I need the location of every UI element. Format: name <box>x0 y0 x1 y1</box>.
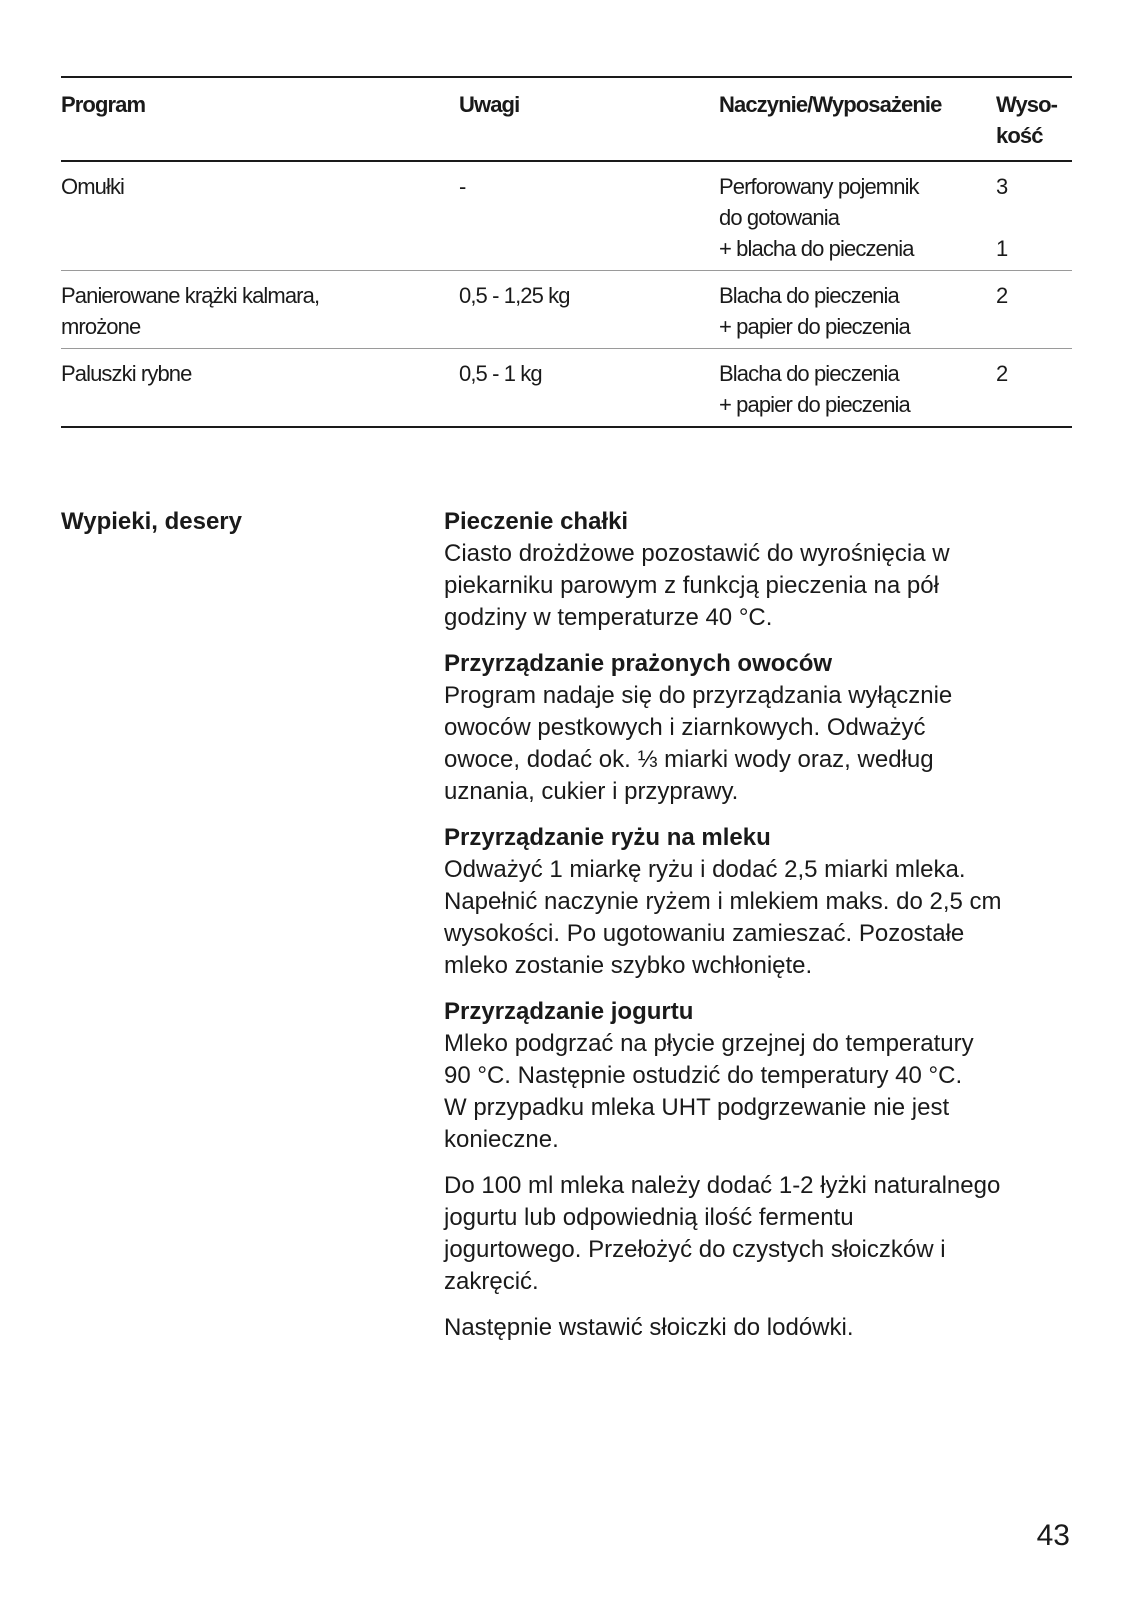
block-line: konieczne. <box>444 1126 559 1153</box>
block-title: Przyrządzanie jogurtu <box>444 998 694 1025</box>
page-number: 43 <box>1036 1519 1070 1552</box>
block-line: Odważyć 1 miarkę ryżu i dodać 2,5 miarki mleka. <box>444 856 966 883</box>
block-line: wysokości. Po ugotowaniu zamieszać. Pozostałe <box>444 920 965 947</box>
header-height-line2: kość <box>996 123 1043 148</box>
cell-notes <box>459 171 719 264</box>
instruction-paragraph <box>444 1312 1084 1344</box>
instruction-block <box>444 996 1084 1156</box>
equipment-line: Blacha do pieczenia <box>719 361 899 386</box>
block-line: Następnie wstawić słoiczki do lodówki. <box>444 1314 854 1341</box>
block-line: Napełnić naczynie ryżem i mlekiem maks. do 2,5 cm <box>444 888 1002 915</box>
table-row <box>61 271 1072 348</box>
block-line: uznania, cukier i przyprawy. <box>444 778 739 805</box>
block-line: Ciasto drożdżowe pozostawić do wyrośnięcia w <box>444 540 950 567</box>
cell-height <box>996 358 1072 420</box>
height-spacer <box>996 202 1072 233</box>
block-title: Pieczenie chałki <box>444 508 629 535</box>
height-value: 1 <box>996 236 1008 261</box>
equipment-line: + papier do pieczenia <box>719 392 910 417</box>
notes-text: - <box>459 174 466 199</box>
equipment-line: + blacha do pieczenia <box>719 236 914 261</box>
block-line: piekarniku parowym z funkcją pieczenia na pół <box>444 572 939 599</box>
cell-program <box>61 171 459 264</box>
equipment-line: Blacha do pieczenia <box>719 283 899 308</box>
height-value: 2 <box>996 283 1008 308</box>
header-notes: Uwagi <box>459 92 520 117</box>
block-line: 90 °C. Następnie ostudzić do temperatury 40 °C. <box>444 1062 963 1089</box>
equipment-line: do gotowania <box>719 205 840 230</box>
cell-notes <box>459 358 719 420</box>
block-line: Do 100 ml mleka należy dodać 1-2 łyżki naturalnego <box>444 1172 1001 1199</box>
block-line: godziny w temperaturze 40 °C. <box>444 604 773 631</box>
cell-notes <box>459 280 719 342</box>
cell-program <box>61 280 459 342</box>
block-title: Przyrządzanie prażonych owoców <box>444 650 833 677</box>
notes-text: 0,5 - 1,25 kg <box>459 283 570 308</box>
table-row <box>61 349 1072 426</box>
header-equipment: Naczynie/Wyposażenie <box>719 92 942 117</box>
header-program: Program <box>61 92 146 117</box>
block-line: zakręcić. <box>444 1268 539 1295</box>
block-line: owoce, dodać ok. ⅓ miarki wody oraz, według <box>444 746 934 773</box>
section-heading: Wypieki, desery <box>61 508 242 535</box>
block-line: jogurtowego. Przełożyć do czystych słoiczków i <box>444 1236 946 1263</box>
program-name: Panierowane krążki kalmara, <box>61 283 320 308</box>
program-name: Paluszki rybne <box>61 361 192 386</box>
block-line: Mleko podgrzać na płycie grzejnej do temperatury <box>444 1030 974 1057</box>
instruction-block <box>444 822 1084 982</box>
cell-program <box>61 358 459 420</box>
block-line: mleko zostanie szybko wchłonięte. <box>444 952 813 979</box>
program-name: mrożone <box>61 314 141 339</box>
header-height <box>996 89 1072 151</box>
cell-equipment <box>719 171 996 264</box>
program-name: Omułki <box>61 174 125 199</box>
equipment-line: Perforowany pojemnik <box>719 174 919 199</box>
cell-equipment <box>719 358 996 420</box>
cell-height <box>996 280 1072 342</box>
table-bottom-rule <box>61 426 1072 428</box>
instruction-block <box>444 506 1084 634</box>
block-line: Program nadaje się do przyrządzania wyłącznie <box>444 682 953 709</box>
height-value: 3 <box>996 174 1008 199</box>
cell-height <box>996 171 1072 264</box>
table-header-row <box>61 78 1072 160</box>
header-height-line1: Wyso- <box>996 92 1058 117</box>
instruction-block <box>444 648 1084 808</box>
block-title: Przyrządzanie ryżu na mleku <box>444 824 771 851</box>
equipment-line: + papier do pieczenia <box>719 314 910 339</box>
instruction-paragraph <box>444 1170 1084 1298</box>
height-value: 2 <box>996 361 1008 386</box>
table-row <box>61 162 1072 270</box>
block-line: owoców pestkowych i ziarnkowych. Odważyć <box>444 714 926 741</box>
program-table <box>61 76 1072 428</box>
notes-text: 0,5 - 1 kg <box>459 361 542 386</box>
section-content <box>444 506 1084 1358</box>
cell-equipment <box>719 280 996 342</box>
block-line: jogurtu lub odpowiednią ilość fermentu <box>444 1204 854 1231</box>
block-line: W przypadku mleka UHT podgrzewanie nie jest <box>444 1094 950 1121</box>
